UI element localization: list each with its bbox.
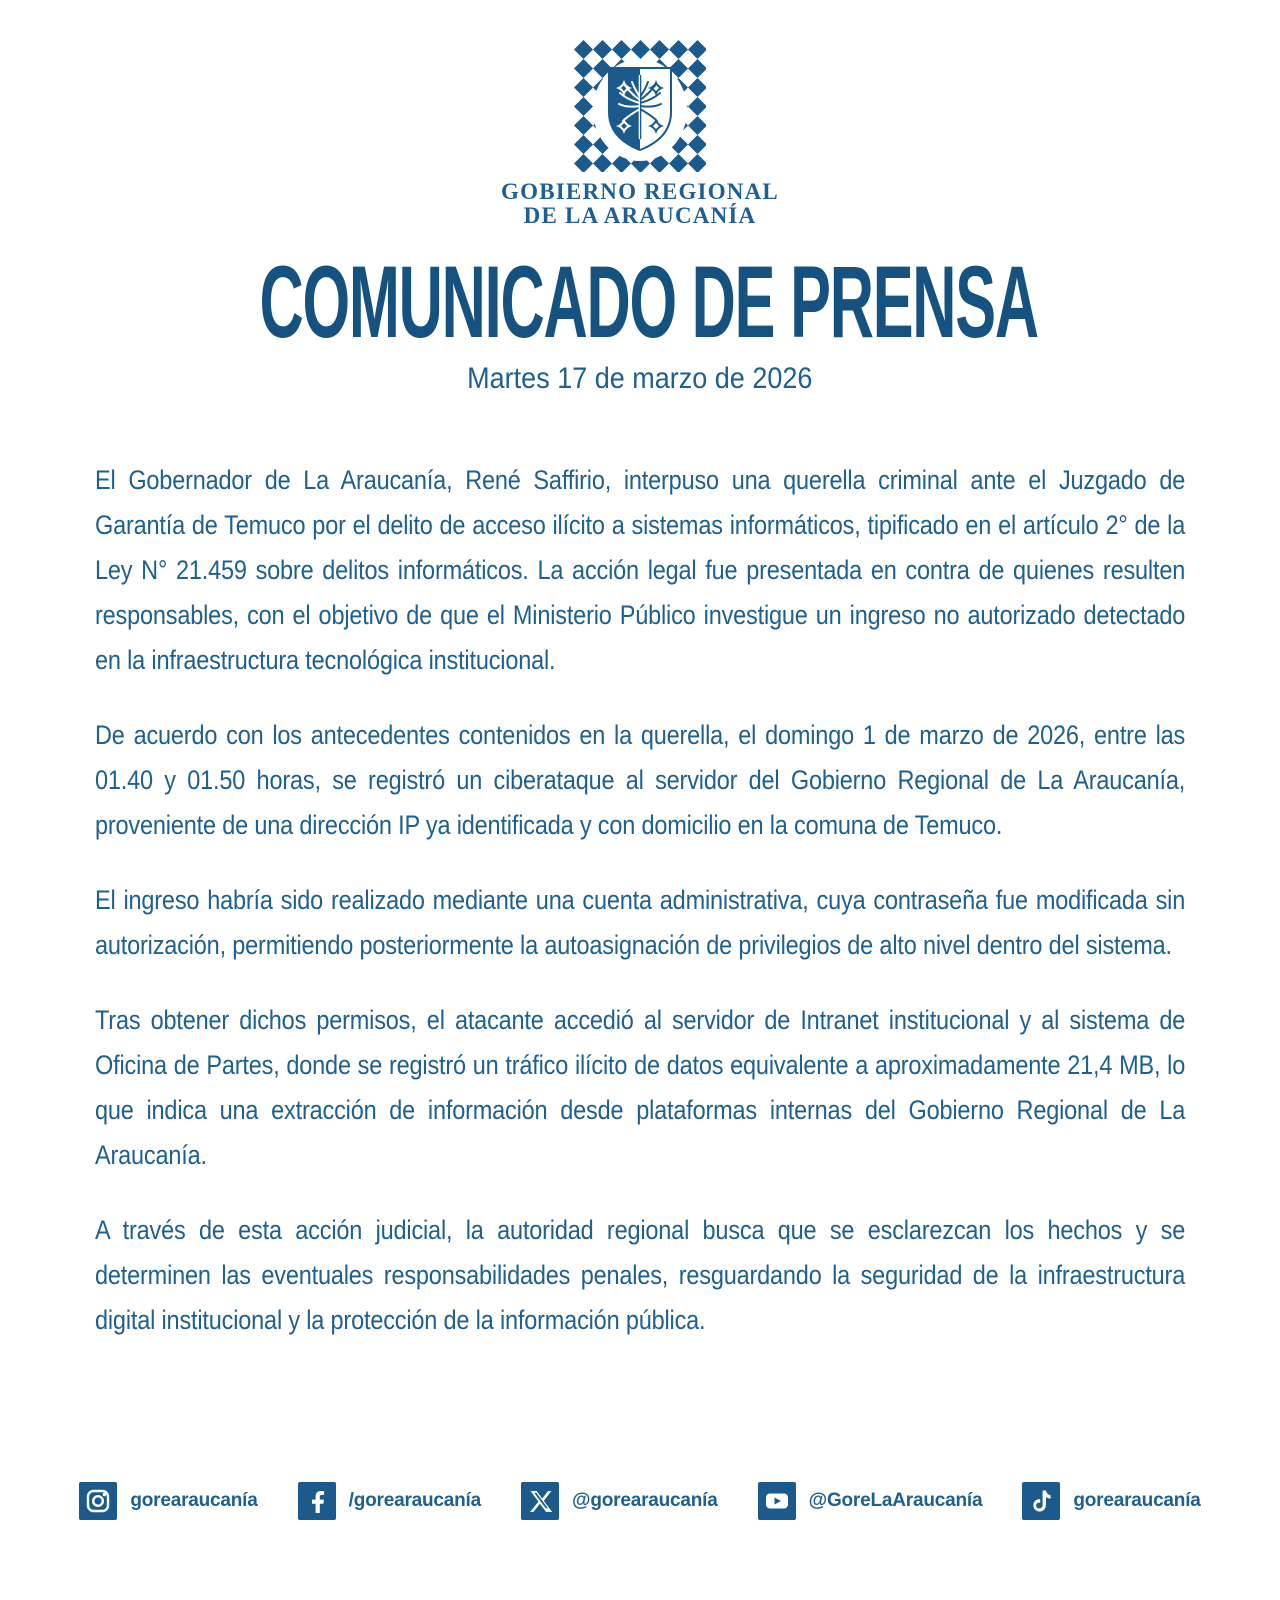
social-item-x (521, 1482, 718, 1520)
org-name (501, 180, 779, 228)
social-item-youtube (758, 1482, 983, 1520)
x-handle: @gorearaucanía (572, 1490, 718, 1511)
facebook-handle: /gorearaucanía (348, 1490, 481, 1511)
tiktok-handle: gorearaucanía (1073, 1490, 1201, 1511)
social-item-tiktok (1022, 1482, 1200, 1520)
facebook-icon (298, 1482, 336, 1520)
org-name-line1: GOBIERNO REGIONAL (501, 179, 779, 204)
instagram-handle: gorearaucanía (130, 1490, 258, 1511)
document-body (95, 458, 1185, 1373)
header-logo (0, 40, 1280, 228)
araucania-emblem-icon (574, 40, 706, 172)
x-icon (521, 1482, 559, 1520)
social-item-facebook (298, 1482, 481, 1520)
social-footer (0, 1482, 1280, 1520)
org-name-line2: DE LA ARAUCANÍA (523, 203, 757, 228)
paragraph-5: A través de esta acción judicial, la autoridad regional busca que se esclarezcan los hechos y se determinen las eventuales responsabilidades penales, resguardando la seguridad de la infraestructura digital institucional y la protección de la información pública. (95, 1215, 1186, 1335)
paragraph-4: Tras obtener dichos permisos, el atacante accedió al servidor de Intranet institucional y al sistema de Oficina de Partes, donde se registró un tráfico ilícito de datos equivalente a aproximadamente 21,4 MB, lo que indica una extracción de información desde plataformas internas del Gobierno Regional de La Araucanía. (95, 1005, 1186, 1170)
paragraph-1: El Gobernador de La Araucanía, René Saffirio, interpuso una querella criminal ante el Juzgado de Garantía de Temuco por el delito de acceso ilícito a sistemas informáticos, tipificado en el artículo 2° de la Ley N° 21.459 sobre delitos informáticos. La acción legal fue presentada en contra de quienes resulten responsables, con el objetivo de que el Ministerio Público investigue un ingreso no autorizado detectado en la infraestructura tecnológica institucional. (95, 465, 1186, 675)
document-date: Martes 17 de marzo de 2026 (467, 362, 813, 395)
title-block (0, 245, 1280, 359)
page-title: COMUNICADO DE PRENSA (259, 245, 1038, 359)
paragraph-2: De acuerdo con los antecedentes contenidos en la querella, el domingo 1 de marzo de 2026, entre las 01.40 y 01.50 horas, se registró un ciberataque al servidor del Gobierno Regional de La Araucanía, proveniente de una dirección IP ya identificada y con domicilio en la comuna de Temuco. (95, 720, 1186, 840)
youtube-icon (758, 1482, 796, 1520)
date-block (0, 362, 1280, 396)
paragraph-3: El ingreso habría sido realizado mediante una cuenta administrativa, cuya contraseña fue modificada sin autorización, permitiendo posteriormente la autoasignación de privilegios de alto nivel dentro del sistema. (95, 885, 1186, 960)
tiktok-icon (1022, 1482, 1060, 1520)
social-item-instagram (79, 1482, 257, 1520)
youtube-handle: @GoreLaAraucanía (808, 1490, 983, 1511)
instagram-icon (79, 1482, 117, 1520)
